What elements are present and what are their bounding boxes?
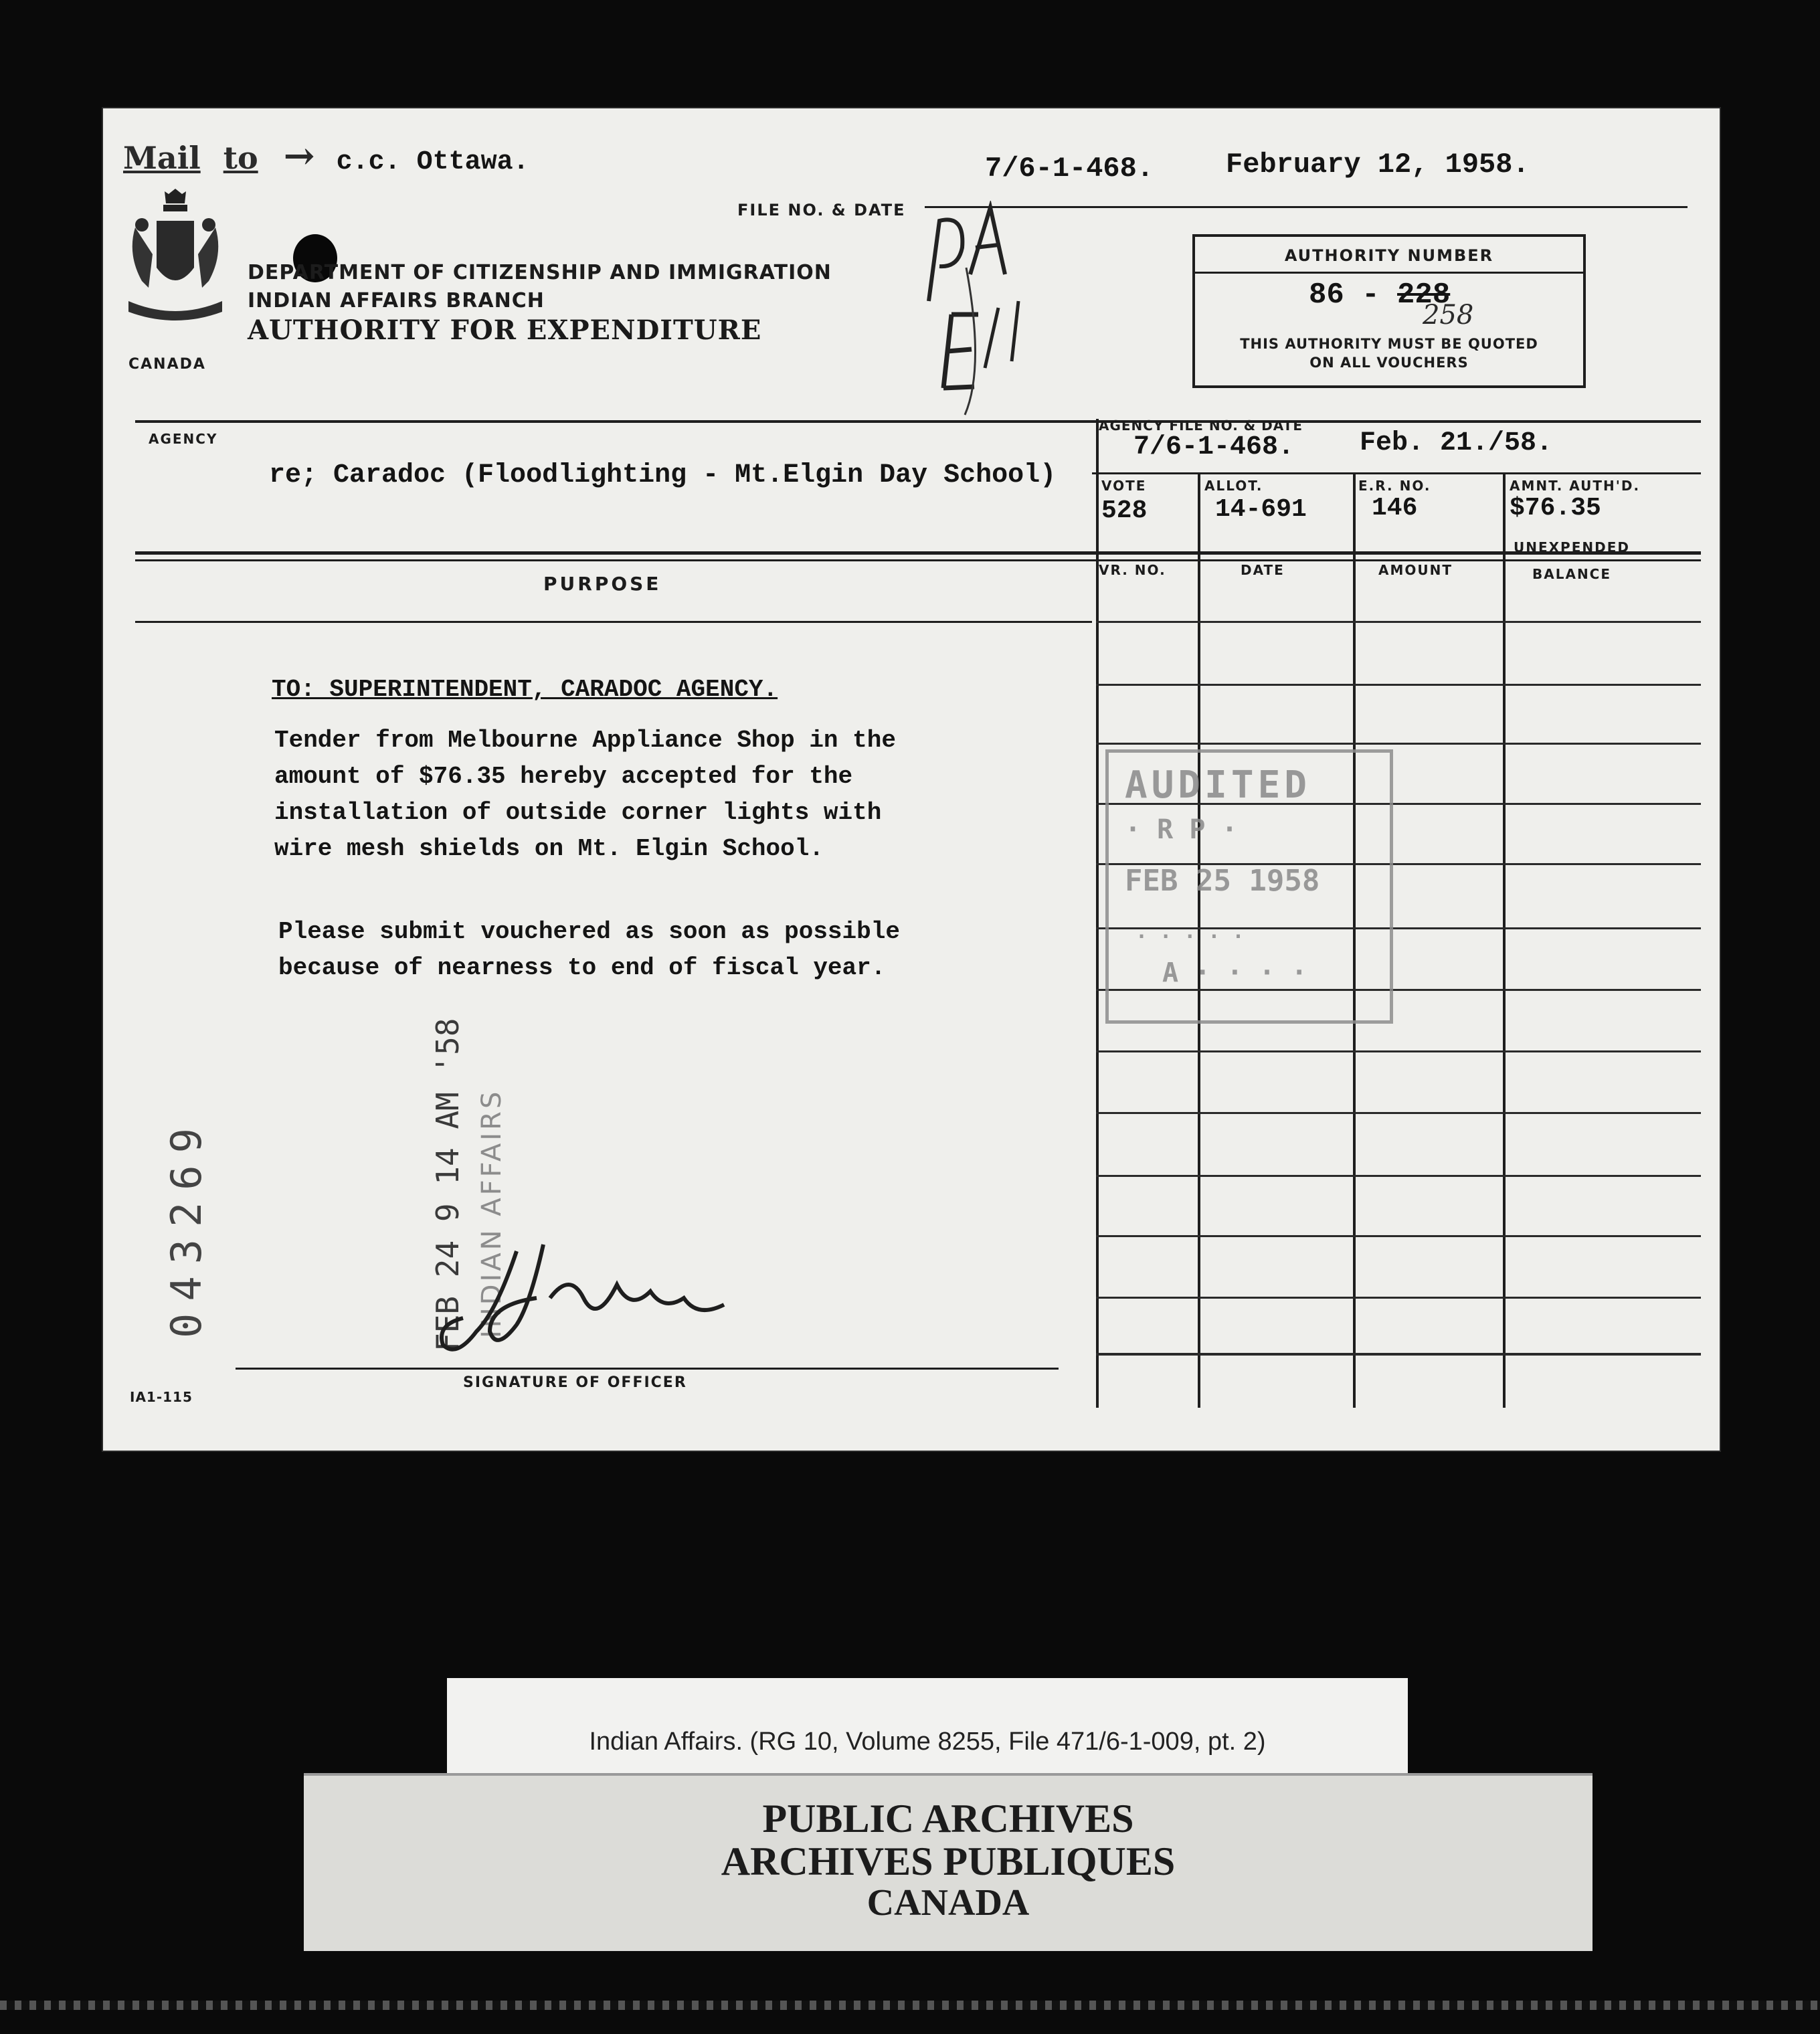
ledger-row xyxy=(1096,1175,1701,1177)
to-superintendent-line: TO: SUPERINTENDENT, CARADOC AGENCY. xyxy=(272,676,778,703)
signature-scrawl-icon xyxy=(416,1231,791,1378)
allot-value: 14-691 xyxy=(1215,495,1307,524)
er-label: E.R. NO. xyxy=(1358,478,1431,494)
authority-note-line2: ON ALL VOUCHERS xyxy=(1309,355,1469,371)
purpose-label: PURPOSE xyxy=(543,573,662,595)
audited-line5: A · · · · xyxy=(1162,957,1307,988)
authority-note-line1: THIS AUTHORITY MUST BE QUOTED xyxy=(1240,336,1538,352)
audited-line1: AUDITED xyxy=(1125,763,1311,807)
amount-authorized-value: $76.35 xyxy=(1510,494,1601,523)
authority-box xyxy=(1192,234,1586,388)
serial-number-stamp: 043269 xyxy=(162,1116,211,1338)
para2-line: because of nearness to end of fiscal year. xyxy=(278,954,886,982)
to-label: to xyxy=(223,140,258,176)
received-date-stamp: FEB 24 9 14 AM '58 xyxy=(430,1018,466,1352)
mail-label: Mail xyxy=(123,140,201,176)
coat-of-arms-icon xyxy=(122,187,229,328)
department-line1: DEPARTMENT OF CITIZENSHIP AND IMMIGRATION xyxy=(248,261,832,284)
col-vr-no: VR. NO. xyxy=(1099,562,1166,578)
ledger-row xyxy=(1096,1353,1701,1356)
ledger-left-border xyxy=(1096,419,1099,1408)
purpose-bottom-rule xyxy=(135,621,1092,623)
para1-line: amount of $76.35 hereby accepted for the xyxy=(274,763,853,790)
col-amount: AMOUNT xyxy=(1378,562,1453,578)
ledger-row xyxy=(1096,684,1701,686)
form-title: AUTHORITY FOR EXPENDITURE xyxy=(248,314,762,346)
handwritten-initials-icon xyxy=(905,201,1052,422)
col-balance-line2: BALANCE xyxy=(1532,566,1612,582)
vote-value: 528 xyxy=(1101,496,1148,525)
authority-struck: 228 xyxy=(1397,278,1451,312)
file-date: February 12, 1958. xyxy=(1226,149,1530,181)
signature-line xyxy=(236,1368,1059,1370)
body-paragraph-1 xyxy=(274,723,896,867)
audited-line4: · · · · · xyxy=(1135,925,1245,949)
col-date: DATE xyxy=(1241,562,1285,578)
authority-divider xyxy=(1195,272,1583,274)
allot-label: ALLOT. xyxy=(1204,478,1263,494)
ledger-divider-3 xyxy=(1503,472,1506,1408)
ledger-row xyxy=(1096,1297,1701,1299)
department-line2: INDIAN AFFAIRS BRANCH xyxy=(248,289,545,312)
audited-line3: FEB 25 1958 xyxy=(1125,864,1320,898)
arrow-icon: → xyxy=(283,134,315,178)
country-label: CANADA xyxy=(128,356,206,373)
file-no-date-label: FILE NO. & DATE xyxy=(737,201,906,219)
citation-text: Indian Affairs. (RG 10, Volume 8255, File 471/6-1-009, pt. 2) xyxy=(589,1728,1266,1756)
para1-line: wire mesh shields on Mt. Elgin School. xyxy=(274,835,824,862)
para1-line: installation of outside corner lights with xyxy=(274,799,882,826)
film-edge xyxy=(0,2001,1820,2010)
amount-authorized-label: AMNT. AUTH'D. xyxy=(1510,478,1641,494)
form-code: IA1-115 xyxy=(130,1389,193,1405)
archives-line1: PUBLIC ARCHIVES xyxy=(762,1796,1134,1841)
mail-note xyxy=(123,134,529,178)
ledger-row xyxy=(1096,621,1701,623)
para1-line: Tender from Melbourne Appliance Shop in the xyxy=(274,727,896,754)
agency-file-date: Feb. 21./58. xyxy=(1360,428,1553,458)
mail-destination: c.c. Ottawa. xyxy=(336,147,529,177)
authority-prefix: 86 - xyxy=(1309,278,1380,312)
agency-re-line: re; Caradoc (Floodlighting - Mt.Elgin Day School) xyxy=(269,460,1057,490)
para2-line: Please submit vouchered as soon as possible xyxy=(278,918,900,945)
agency-file-number: 7/6-1-468. xyxy=(1133,432,1295,462)
audited-stamp xyxy=(1105,749,1393,1024)
er-value: 146 xyxy=(1372,494,1418,523)
agency-label: AGENCY xyxy=(149,431,218,447)
expenditure-form xyxy=(102,107,1721,1452)
archives-line2: ARCHIVES PUBLIQUES xyxy=(721,1839,1176,1883)
archives-plate xyxy=(304,1773,1592,1951)
received-dept-stamp: INDIAN AFFAIRS xyxy=(476,1089,507,1338)
vote-label: VOTE xyxy=(1101,478,1147,494)
audited-line2: · R P · xyxy=(1125,814,1238,845)
ledger-row xyxy=(1096,743,1701,745)
ledger-row xyxy=(1096,1235,1701,1237)
col-balance-line1: UNEXPENDED xyxy=(1514,539,1630,555)
agency-file-label: AGENCY FILE NO. & DATE xyxy=(1099,418,1303,434)
authority-corrected: 258 xyxy=(1423,300,1474,331)
authority-label: AUTHORITY NUMBER xyxy=(1284,246,1494,265)
file-number: 7/6-1-468. xyxy=(985,153,1154,185)
archives-line3: CANADA xyxy=(867,1882,1030,1924)
ledger-row xyxy=(1096,1050,1701,1052)
body-paragraph-2 xyxy=(278,914,900,986)
signature-label: SIGNATURE OF OFFICER xyxy=(463,1374,687,1391)
ledger-row xyxy=(1096,1112,1701,1114)
